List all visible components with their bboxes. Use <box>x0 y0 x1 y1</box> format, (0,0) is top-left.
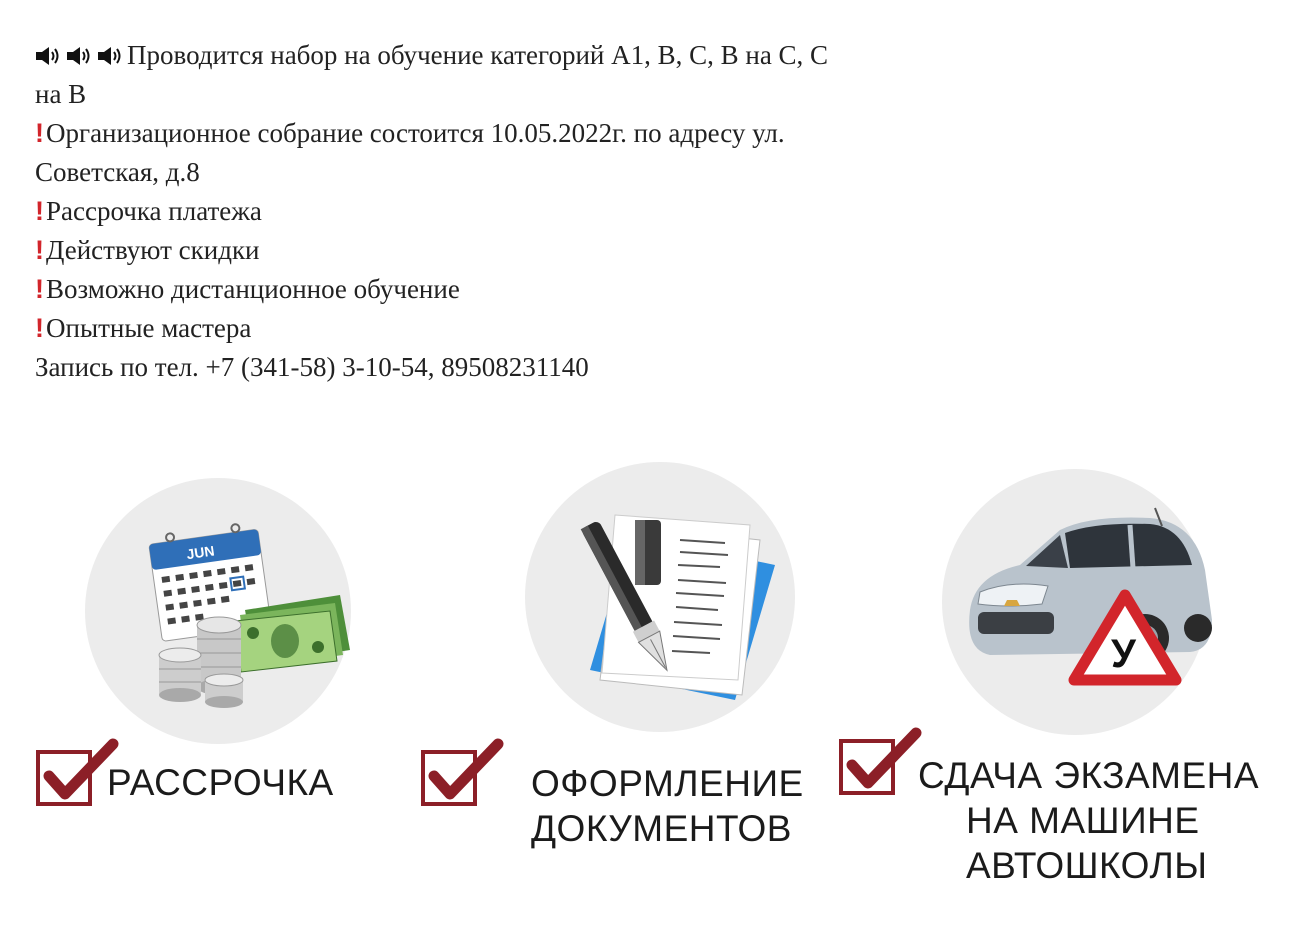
speaker-icon <box>35 46 65 66</box>
speaker-icon <box>97 46 127 66</box>
exclamation-icon: ! <box>35 118 44 148</box>
checkbox-checked-icon <box>838 727 928 807</box>
sign-letter: У <box>1111 632 1136 676</box>
announcement-headline <box>35 36 955 75</box>
item-text: Возможно дистанционное обучение <box>46 274 460 304</box>
exclamation-icon: ! <box>35 313 44 343</box>
checkbox-checked-icon <box>420 738 510 818</box>
headline-text: Проводится набор на обучение категорий А1, В, С, В на С, С <box>127 40 829 70</box>
item-text: Организационное собрание состоится 10.05.2022г. по адресу ул. <box>46 118 785 148</box>
announcement-item <box>35 192 955 231</box>
item-text: Рассрочка платежа <box>46 196 262 226</box>
feature-label-installment: РАССРОЧКА <box>107 762 334 803</box>
headline-continuation: на В <box>35 79 87 109</box>
announcement-item <box>35 231 955 270</box>
item-text: Действуют скидки <box>46 235 260 265</box>
documents-pen-icon <box>560 495 790 705</box>
feature-label-exam: СДАЧА ЭКЗАМЕНА НА МАШИНЕ АВТОШКОЛЫ <box>918 755 1260 886</box>
item-text: Опытные мастера <box>46 313 252 343</box>
calendar-money-icon <box>135 515 355 715</box>
calendar-month: JUN <box>185 542 216 563</box>
exclamation-icon: ! <box>35 235 44 265</box>
phone-line: Запись по тел. +7 (341-58) 3-10-54, 89508231140 <box>35 352 589 382</box>
speaker-icon <box>66 46 96 66</box>
announcement-text <box>35 36 955 387</box>
announcement-item <box>35 270 955 309</box>
announcement-item <box>35 114 955 153</box>
school-car-icon <box>950 500 1220 700</box>
item-continuation: Советская, д.8 <box>35 157 200 187</box>
announcement-item <box>35 309 955 348</box>
feature-label-documents: ОФОРМЛЕНИЕ ДОКУМЕНТОВ <box>531 763 804 849</box>
exclamation-icon: ! <box>35 274 44 304</box>
exclamation-icon: ! <box>35 196 44 226</box>
